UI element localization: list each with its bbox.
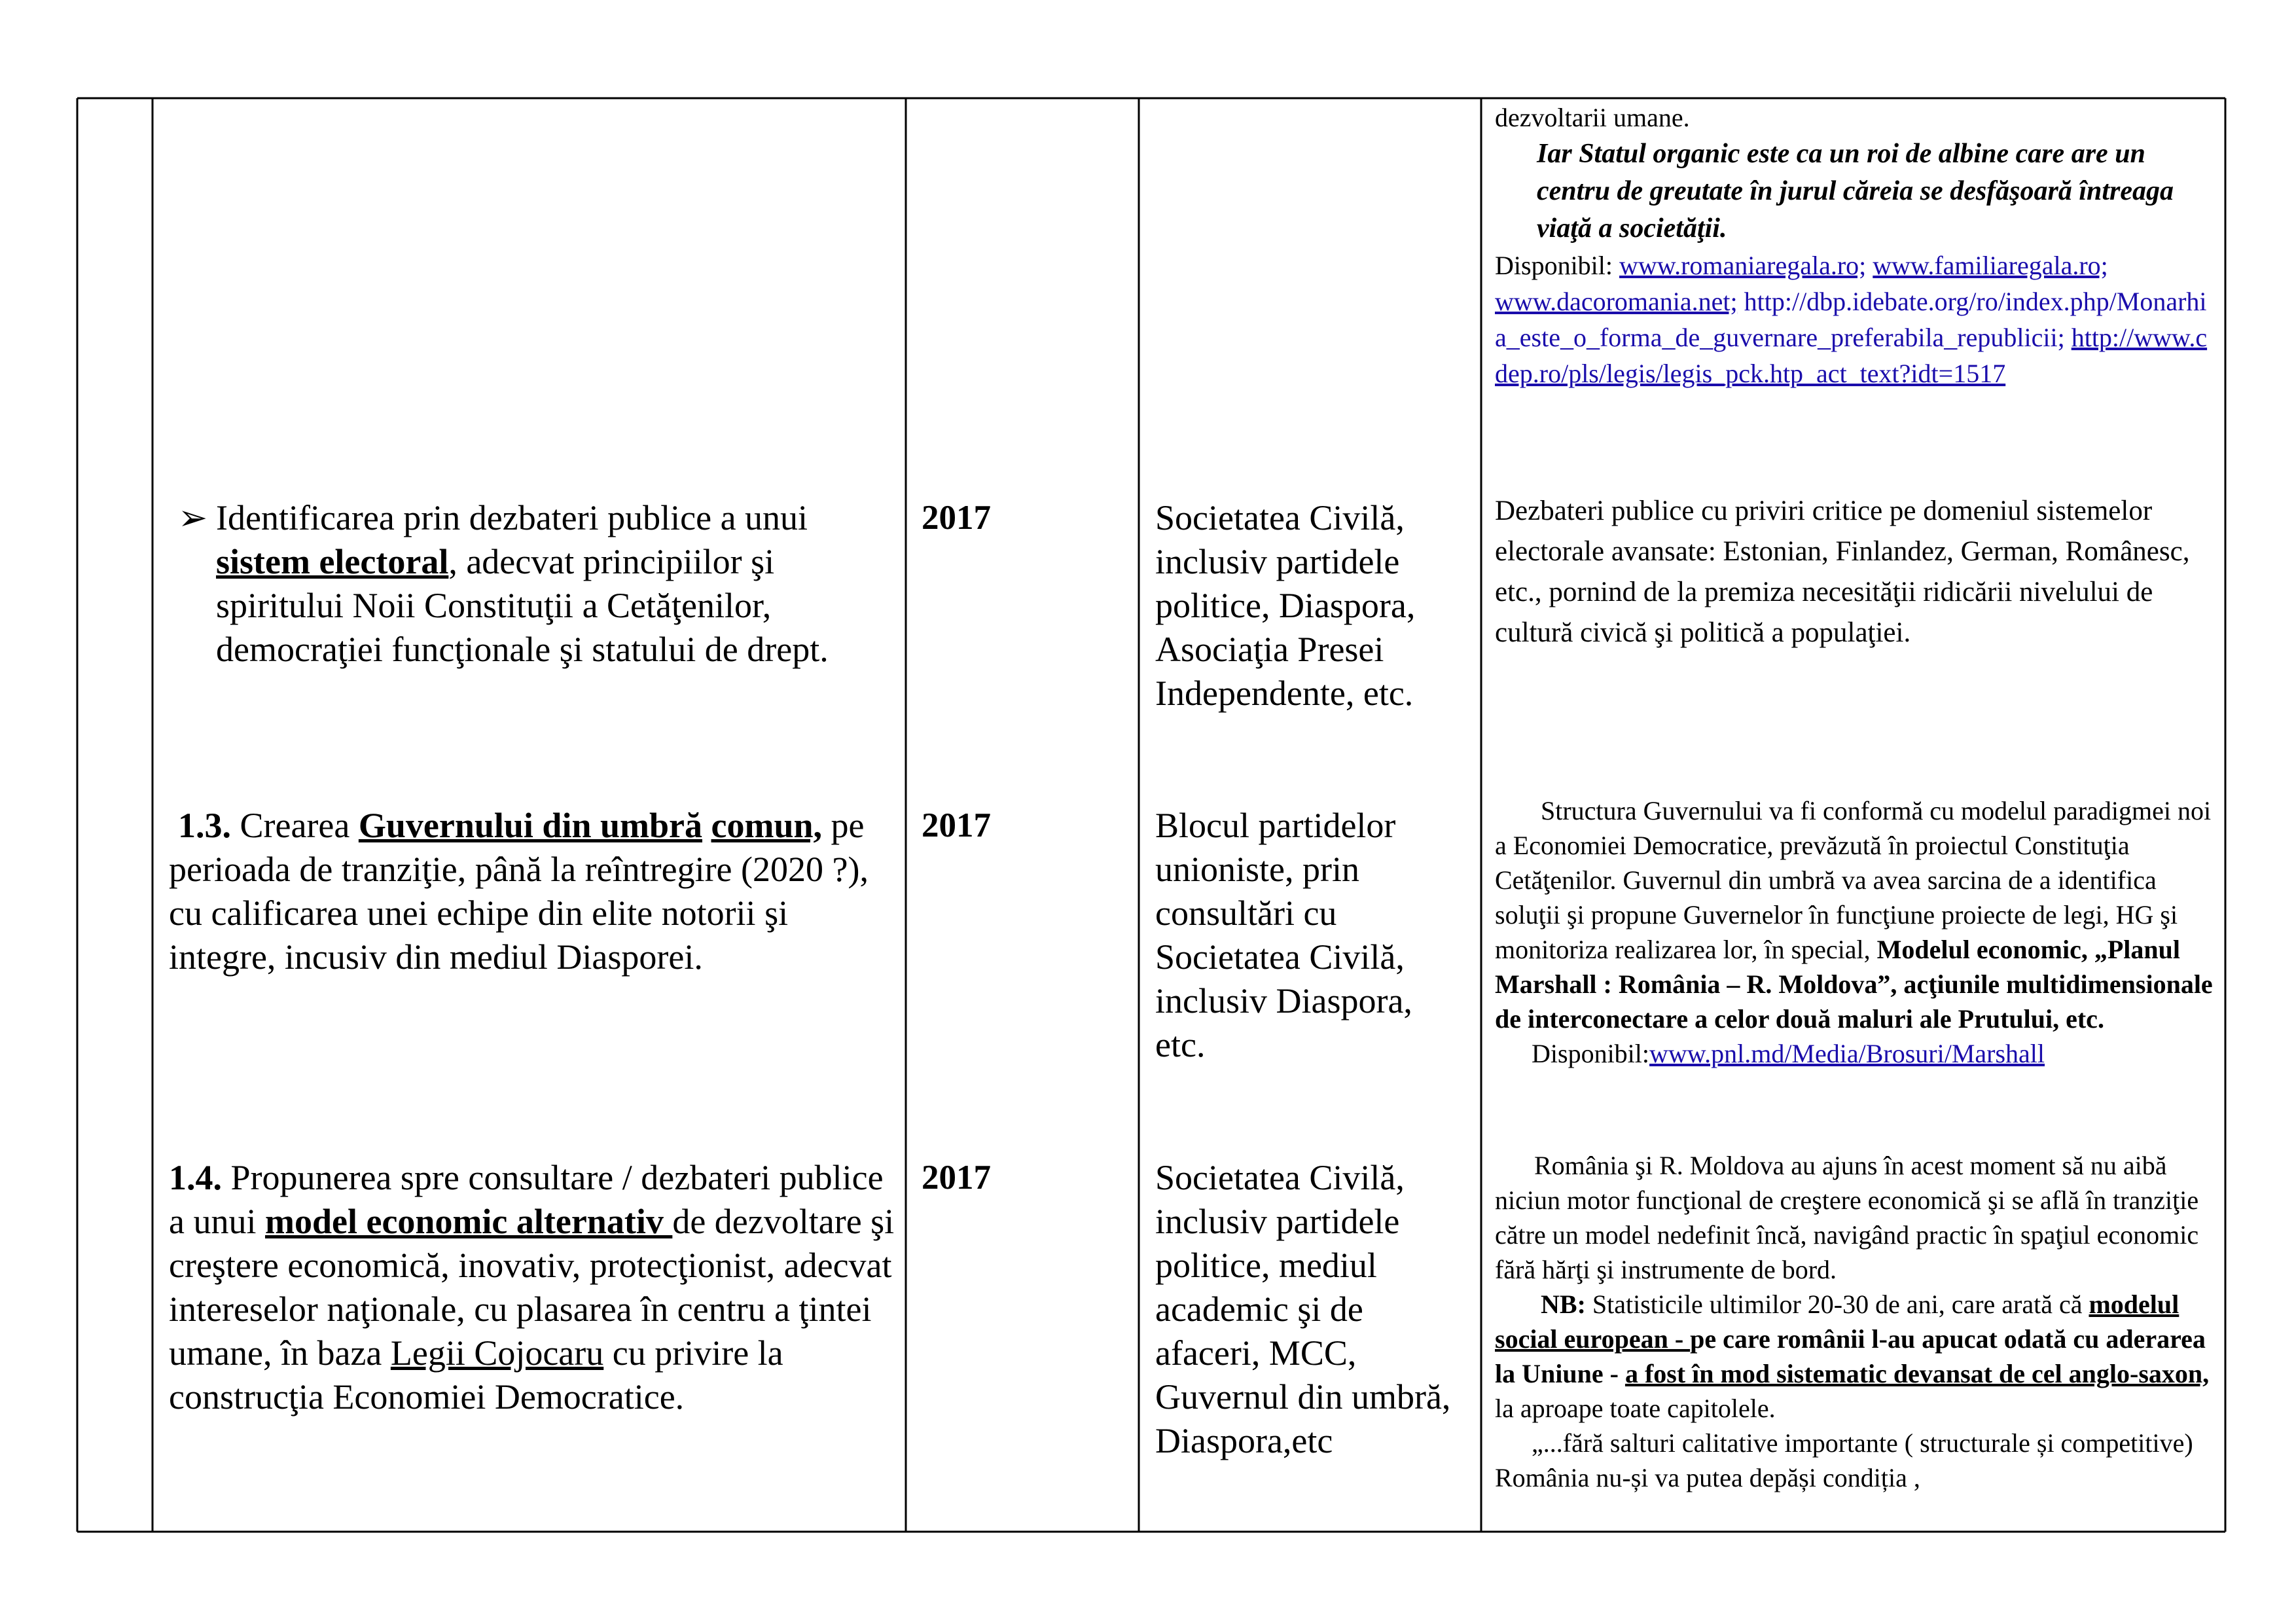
link-romaniaregala[interactable]: www.romaniaregala.ro;	[1619, 251, 1867, 280]
available-label: Disponibil:	[1495, 251, 1613, 280]
cojocaru-law-link[interactable]: Legii Cojocaru	[390, 1333, 604, 1373]
row1-details: Dezbateri publice cu priviri critice pe domeniul sistemelor electorale avansate: Estonian, Finlandez, German, Românesc, etc., pornind de la premiza necesităţii ridicării nivelului de cultură civică şi politică a populaţiei.	[1495, 496, 2190, 648]
row3-measure: 1.4. Propunerea spre consultare / dezbateri publice a unui model economic alternativ de dezvoltare şi creştere economică, inovativ, protecţionist, adecvat intereselor naţionale, cu plasarea în centru a ţintei umane, în baza Legii Cojocaru cu privire la construcţia Economiei Democratice.	[169, 1158, 895, 1416]
electoral-system-highlight: sistem electoral	[216, 542, 449, 581]
measure-number: 1.3.	[178, 806, 231, 845]
common-highlight: comun,	[711, 806, 823, 845]
row2-measure: 1.3. Crearea Guvernului din umbră comun, pe perioada de tranziţie, până la reîntregire (2020 ?), cu calificarea unei echipe din elite notorii şi integre, incusiv din mediul Diasporei.	[169, 806, 869, 977]
marshall-plan-text: Modelul economic, „Planul Marshall : România – R. Moldova”, acţiunile multidimensionale de interconectare a celor două maluri ale Prutului, etc.	[1495, 935, 2213, 1034]
link-idebate[interactable]: http://dbp.idebate.org/ro/index.php/Monarhia_este_o_forma_de_guvernare_preferabila_republicii;	[1495, 287, 2207, 352]
shadow-government-highlight: Guvernului din umbră	[358, 806, 703, 845]
measure-number: 1.4.	[169, 1158, 222, 1197]
moldova-romania-paragraph: România şi R. Moldova au ajuns în acest moment să nu aibă niciun motor funcţional de creştere economică şi se află în tranziţie către un model nedefinit încă, navigând practic în spaţiul economic fără hărţi şi instrumente de bord.	[1495, 1151, 2199, 1284]
details-line: dezvoltarii umane.	[1495, 103, 1690, 132]
available-label: Disponibil:	[1532, 1039, 1650, 1068]
row2-details: Structura Guvernului va fi conformă cu modelul paradigmei noi a Economiei Democratice, prevăzută în proiectul Constituţia Cetăţenilor. Guvernul din umbră va avea sarcina de a identifica soluţii şi propune Guvernelor în funcţiune proiecte de legi, HG şi monitoriza realizarea lor, în special, Modelul economic, „Planul Marshall : România – R. Moldova”, acţiunile multidimensionale de interconectare a celor două maluri ale Prutului, etc. Disponibil:www.pnl.md/Media/Brosuri/Marshall	[1495, 796, 2213, 1068]
link-pnl-marshall[interactable]: www.pnl.md/Media/Brosuri/Marshall	[1649, 1039, 2045, 1068]
nb-paragraph: NB: Statisticile ultimilor 20-30 de ani, care arată că modelul social european - pe care românii l-au apucat odată cu aderarea la Uniune - a fost în mod sistematic devansat de cel anglo-saxon, la aproape toate capitolele.	[1495, 1290, 2210, 1423]
row2-responsible: Blocul partidelor unioniste, prin consultări cu Societatea Civilă, inclusiv Diaspora, etc.	[1155, 806, 1412, 1064]
row3-details	[1495, 1148, 2215, 1495]
row0-details	[1495, 99, 2215, 391]
row3-responsible: Societatea Civilă, inclusiv partidele politice, mediul academic şi de afaceri, MCC, Guvernul din umbră, Diaspora,etc	[1155, 1158, 1451, 1460]
row1-measure: ➢ Identificarea prin dezbateri publice a unui sistem electoral, adecvat principiilor şi spiritului Noii Constituţii a Cetăţenilor, democraţiei funcţionale şi statului de drept.	[216, 496, 897, 672]
arrow-bullet-icon: ➢	[178, 498, 208, 537]
row1-responsible: Societatea Civilă, inclusiv partidele politice, Diaspora, Asociaţia Presei Independente, etc.	[1155, 498, 1416, 713]
row2-year: 2017	[922, 806, 991, 844]
row1-year: 2017	[922, 499, 991, 537]
economic-model-highlight: model economic alternativ	[264, 1202, 673, 1241]
available-links	[1495, 247, 2215, 391]
link-cdep[interactable]: http://www.cdep.ro/pls/legis/legis_pck.htp_act_text?idt=1517	[1495, 323, 2208, 388]
organic-state-quote: Iar Statul organic este ca un roi de albine care are un centru de greutate în jurul căreia se desfăşoară întreaga viaţă a societăţii.	[1537, 139, 2174, 244]
link-dacoromania[interactable]: www.dacoromania.net;	[1495, 287, 1738, 316]
row3-year: 2017	[922, 1159, 991, 1197]
quote-paragraph: „...fără salturi calitative importante ( structurale și competitive) România nu-și va putea depăși condiția ,	[1495, 1428, 2193, 1492]
link-familiaregala[interactable]: www.familiaregala.ro;	[1873, 251, 2108, 280]
